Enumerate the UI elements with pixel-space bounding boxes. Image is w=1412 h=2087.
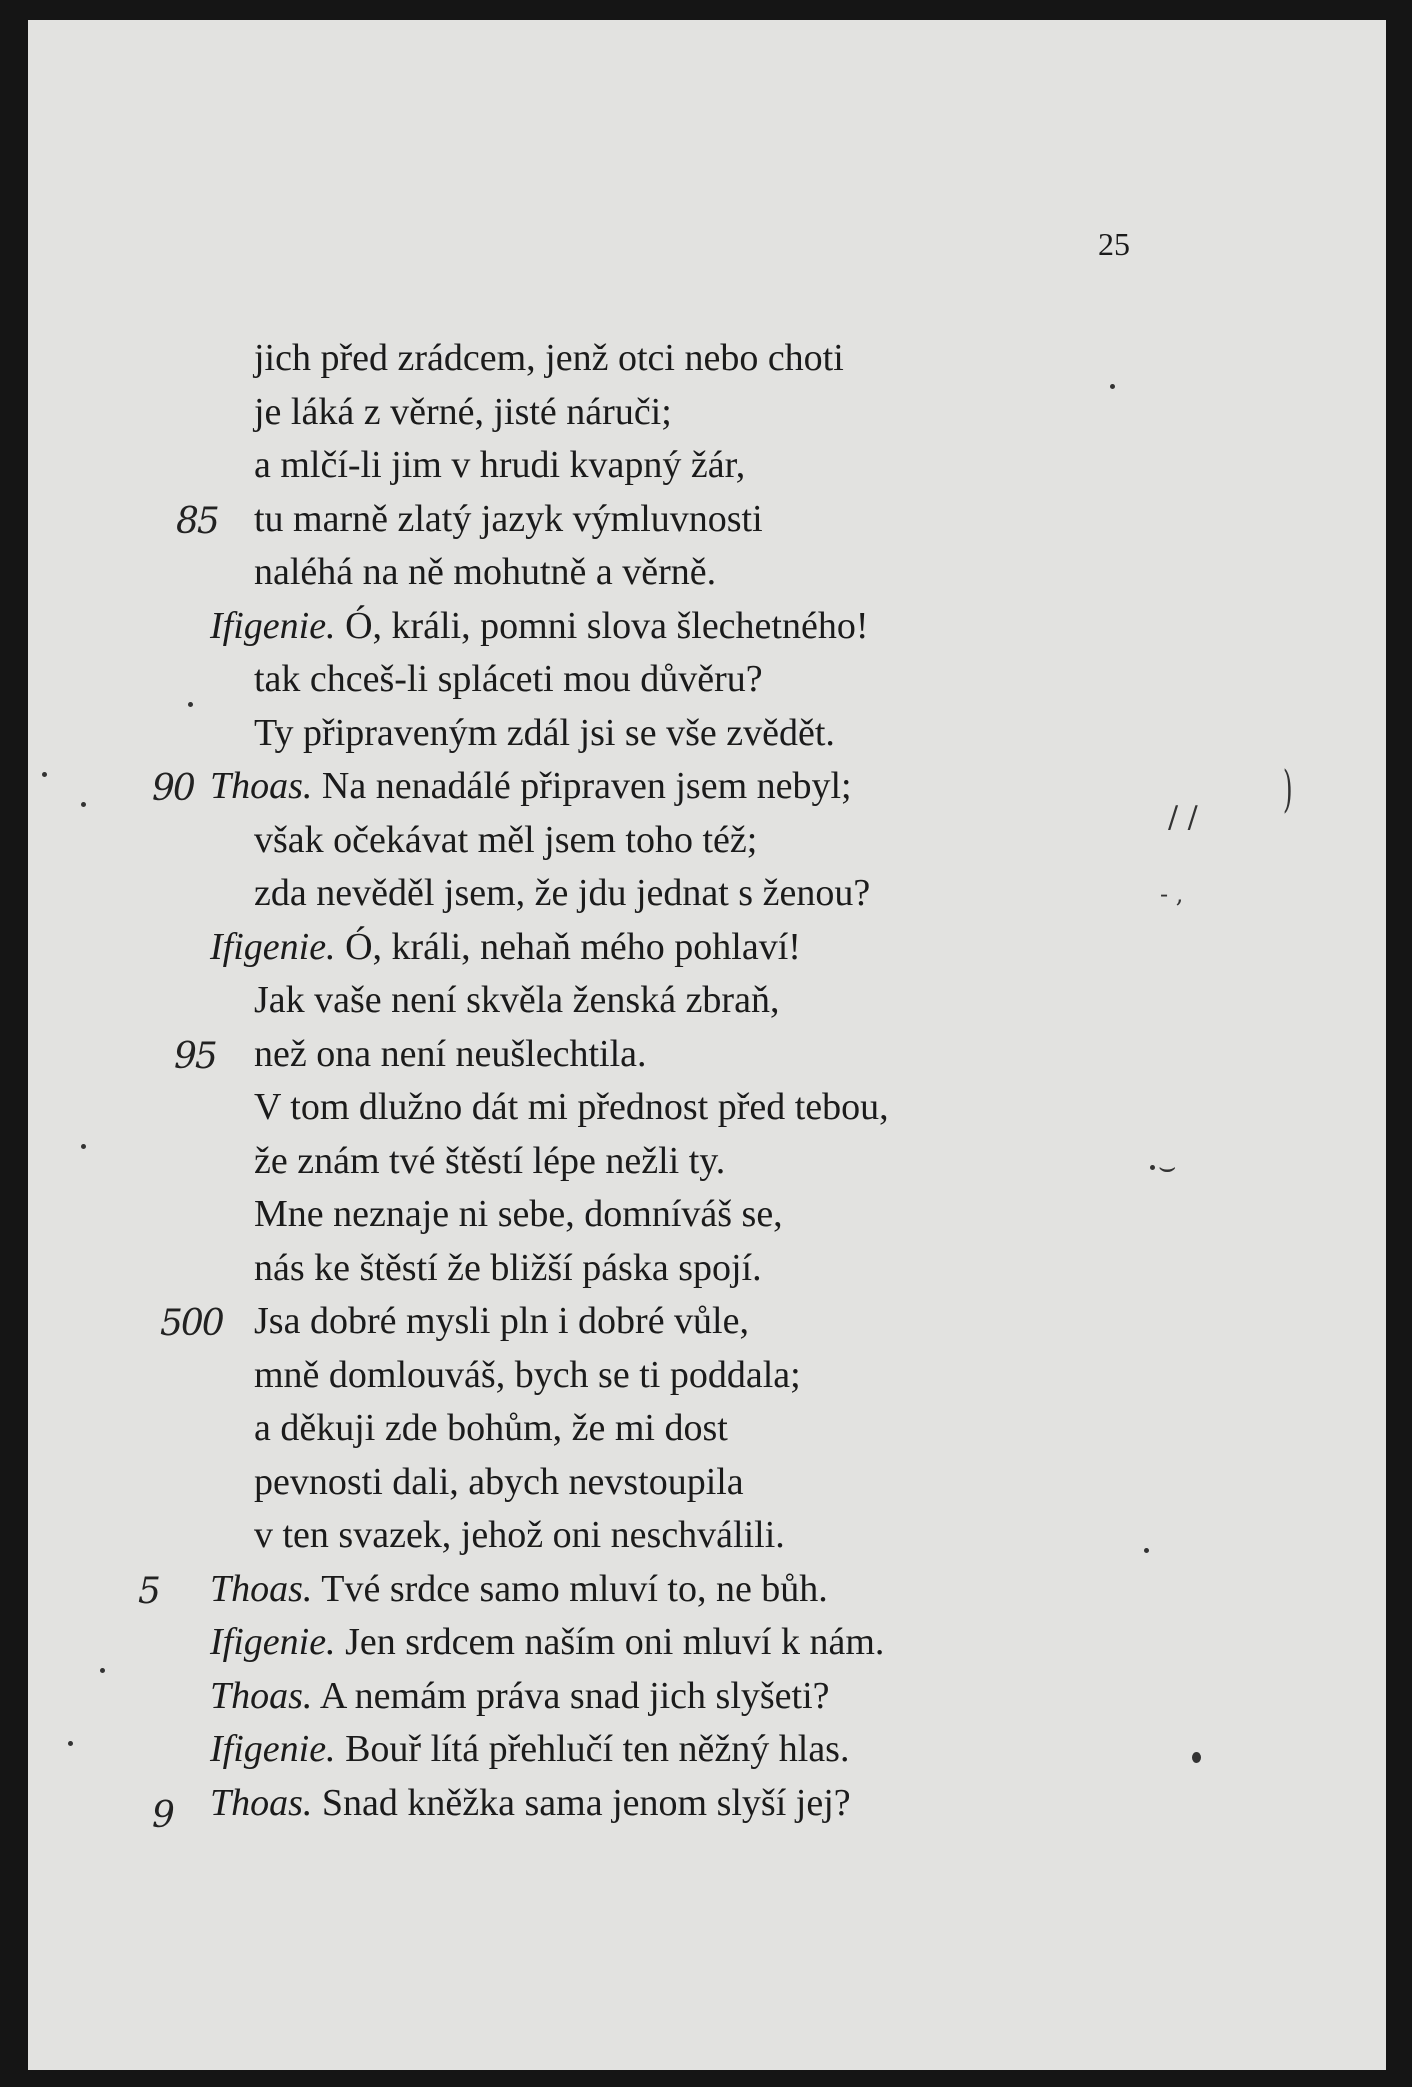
- verse-text-line: [210, 1616, 884, 1670]
- line-text: zda nevěděl jsem, že jdu jednat s ženou?: [254, 872, 871, 914]
- speck: [81, 802, 86, 807]
- line-text: a mlčí-li jim v hrudi kvapný žár,: [254, 444, 746, 486]
- verse-text-line: [254, 439, 745, 493]
- line-text: tu marně zlatý jazyk výmluvnosti: [254, 497, 763, 540]
- line-text: Jsa dobré mysli pln i dobré vůle,: [254, 1300, 749, 1342]
- line-text: Bouř lítá přehlučí ten něžný hlas.: [345, 1728, 850, 1770]
- speck: [1144, 1548, 1149, 1553]
- line-text: Snad kněžka sama jenom slyší jej?: [321, 1781, 851, 1824]
- speck: [100, 1668, 105, 1673]
- line-text: Mne neznaje ni sebe, domníváš se,: [254, 1193, 783, 1235]
- speck: [42, 772, 47, 777]
- line-text: naléhá na ně mohutně a věrně.: [254, 551, 717, 593]
- pencil-bracket: ): [1282, 760, 1293, 818]
- line-text: než ona není neušlechtila.: [254, 1032, 647, 1075]
- verse-text-line: [254, 1509, 785, 1563]
- line-text: Ty připraveným zdál jsi se vše zvědět.: [254, 711, 835, 754]
- line-text: mně domlouváš, bych se ti poddala;: [254, 1353, 801, 1396]
- verse-line: [28, 1777, 1386, 1836]
- verse-text-line: [254, 1456, 744, 1510]
- speaker-name: Ifigenie.: [210, 1728, 336, 1770]
- verse-line: [28, 1349, 1386, 1403]
- verse-text-line: [254, 546, 716, 600]
- verse-text-line: [254, 1242, 762, 1296]
- line-text: Ó, králi, pomni slova šlechetného!: [345, 604, 869, 647]
- verse-line: [28, 439, 1386, 493]
- speaker-name: Ifigenie.: [210, 925, 336, 968]
- speaker-name: Thoas.: [210, 1781, 313, 1824]
- line-text: je láká z věrné, jisté náruči;: [254, 390, 672, 433]
- pencil-mark: - ,: [1160, 880, 1184, 908]
- verse-line: [28, 386, 1386, 440]
- verse-text-line: [254, 1295, 749, 1349]
- verse-text: [28, 332, 1386, 1836]
- verse-line: [28, 1563, 1386, 1617]
- pencil-mark: / /: [1168, 800, 1198, 835]
- verse-line: [28, 707, 1386, 761]
- verse-line: [28, 600, 1386, 654]
- verse-line: [28, 921, 1386, 975]
- verse-line: [28, 1028, 1386, 1082]
- line-text: V tom dlužno dát mi přednost před tebou,: [254, 1086, 889, 1128]
- verse-line: [28, 1295, 1386, 1349]
- verse-line: [28, 1616, 1386, 1670]
- margin-line-number: 9: [152, 1794, 173, 1836]
- speck: [1192, 1752, 1201, 1763]
- verse-text-line: [254, 653, 763, 707]
- verse-text-line: [254, 1188, 783, 1242]
- line-text: Na nenadálé připraven jsem nebyl;: [321, 765, 852, 807]
- speaker-name: Thoas.: [210, 1567, 313, 1610]
- speaker-name: Ifigenie.: [210, 604, 336, 647]
- verse-line: [28, 1670, 1386, 1724]
- line-text: však očekávat měl jsem toho též;: [254, 818, 758, 861]
- verse-text-line: [254, 1402, 728, 1456]
- pencil-mark: ⌣: [1158, 1150, 1177, 1183]
- speaker-name: Thoas.: [210, 1674, 313, 1717]
- speaker-name: Thoas.: [210, 765, 313, 807]
- verse-text-line: [254, 386, 672, 440]
- verse-text-line: [210, 1670, 830, 1724]
- verse-text-line: [254, 1349, 801, 1403]
- verse-line: [28, 1081, 1386, 1135]
- margin-line-number: 90: [152, 768, 194, 809]
- verse-line: [28, 653, 1386, 707]
- verse-text-line: [210, 1777, 851, 1831]
- line-text: nás ke štěstí že bližší páska spojí.: [254, 1246, 762, 1289]
- verse-text-line: [254, 867, 870, 921]
- speck: [1150, 1165, 1155, 1170]
- verse-line: [28, 1509, 1386, 1563]
- verse-line: [28, 1242, 1386, 1296]
- margin-line-number: 500: [160, 1303, 223, 1344]
- verse-text-line: [254, 493, 763, 547]
- speck: [68, 1741, 73, 1746]
- margin-line-number: 5: [138, 1570, 159, 1612]
- verse-text-line: [210, 921, 801, 975]
- line-text: Jak vaše není skvěla ženská zbraň,: [254, 979, 780, 1021]
- line-text: tak chceš-li spláceti mou důvěru?: [254, 658, 763, 700]
- verse-line: [28, 1402, 1386, 1456]
- line-text: že znám tvé štěstí lépe nežli ty.: [254, 1139, 726, 1182]
- verse-text-line: [254, 1028, 647, 1082]
- line-text: a děkuji zde bohům, že mi dost: [254, 1407, 728, 1449]
- line-text: A nemám práva snad jich slyšeti?: [319, 1674, 830, 1717]
- verse-text-line: [254, 1081, 889, 1135]
- page-number: 25: [1098, 226, 1130, 262]
- verse-line: [28, 1723, 1386, 1777]
- line-text: Ó, králi, nehaň mého pohlaví!: [345, 925, 801, 968]
- speck: [1110, 384, 1115, 389]
- margin-line-number: 95: [174, 1035, 216, 1077]
- verse-line: [28, 1456, 1386, 1510]
- speck: [81, 1144, 86, 1149]
- margin-line-number: 85: [176, 500, 218, 542]
- verse-text-line: [210, 1723, 849, 1777]
- verse-line: [28, 974, 1386, 1028]
- verse-text-line: [210, 600, 869, 654]
- speaker-name: Ifigenie.: [210, 1621, 336, 1663]
- verse-line: [28, 1135, 1386, 1189]
- line-text: Jen srdcem naším oni mluví k nám.: [345, 1621, 885, 1663]
- line-text: pevnosti dali, abych nevstoupila: [254, 1460, 744, 1503]
- verse-text-line: [254, 1135, 725, 1189]
- line-text: v ten svazek, jehož oni neschválili.: [254, 1514, 785, 1556]
- verse-line: [28, 493, 1386, 547]
- verse-line: [28, 332, 1386, 386]
- line-text: Tvé srdce samo mluví to, ne bůh.: [321, 1567, 828, 1610]
- verse-text-line: [254, 332, 844, 386]
- line-text: jich před zrádcem, jenž otci nebo choti: [254, 337, 844, 379]
- verse-text-line: [210, 1563, 828, 1617]
- verse-text-line: [254, 974, 779, 1028]
- book-page: [28, 20, 1386, 2070]
- verse-text-line: [254, 707, 835, 761]
- verse-text-line: [254, 814, 757, 868]
- verse-text-line: [210, 760, 852, 814]
- verse-line: [28, 1188, 1386, 1242]
- speck: [188, 702, 193, 707]
- verse-line: [28, 546, 1386, 600]
